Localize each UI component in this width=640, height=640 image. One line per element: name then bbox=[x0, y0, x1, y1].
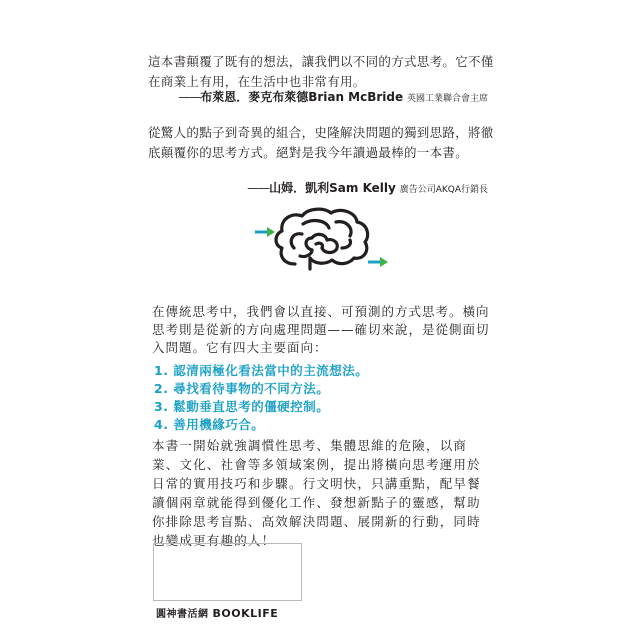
key-point: 2. 尋找看待事物的不同方法。 bbox=[154, 381, 330, 396]
attribution-dash: —— bbox=[178, 90, 201, 104]
key-point: 3. 鬆動垂直思考的僵硬控制。 bbox=[154, 399, 330, 414]
quote-1-author: 布萊恩．麥克布萊德Brian McBride bbox=[200, 90, 404, 104]
quote-2-author: 山姆．凱利Sam Kelly bbox=[269, 181, 396, 195]
publisher-footer bbox=[156, 605, 278, 620]
publisher-name: 圓神書活網 bbox=[156, 609, 209, 620]
arrow-in-icon bbox=[255, 227, 275, 237]
intro-paragraph: 在傳統思考中，我們會以直接、可預測的方式思考。橫向思考則是從新的方向處理問題——確切來說，是從側面切入問題。它有四大主要面向： bbox=[152, 304, 490, 355]
quote-2-author-title: 廣告公司AKQA行銷長 bbox=[399, 185, 488, 195]
booklife-logo: BOOKLIFE bbox=[212, 607, 279, 620]
description-paragraph: 本書一開始就強調慣性思考、集體思維的危險，以商業、文化、社會等多領域案例，提出將橫向思考運用於日常的實用技巧和步驟。行文明快，只講重點，配早餐讀個兩章就能得到優化工作、發想新點子的靈感，幫助你排除思考盲點、高效解決問題、展開新的行動，同時也變成更有趣的人！ bbox=[152, 438, 481, 548]
key-points-list bbox=[154, 362, 494, 434]
quote-1-author-title: 英國工業聯合會主席 bbox=[406, 94, 488, 104]
arrow-out-icon bbox=[368, 257, 388, 267]
quote-2-attribution bbox=[150, 179, 488, 199]
key-point: 4. 善用機緣巧合。 bbox=[154, 417, 265, 432]
quote-1-text: 這本書顛覆了既有的想法，讓我們以不同的方式思考。它不僅在商業上有用，在生活中也非常有用。 bbox=[148, 54, 494, 89]
key-point: 1. 認清兩極化看法當中的主流想法。 bbox=[154, 363, 369, 378]
brain-illustration bbox=[250, 198, 400, 278]
attribution-dash: —— bbox=[247, 181, 270, 195]
quote-1-attribution bbox=[150, 88, 488, 108]
brain-icon bbox=[276, 209, 368, 269]
barcode-placeholder-box bbox=[153, 543, 302, 601]
quote-2-text: 從驚人的點子到奇異的組合，史隆解決問題的獨到思路，將徹底顛覆你的思考方式。絕對是我今年讀過最棒的一本書。 bbox=[148, 125, 494, 160]
